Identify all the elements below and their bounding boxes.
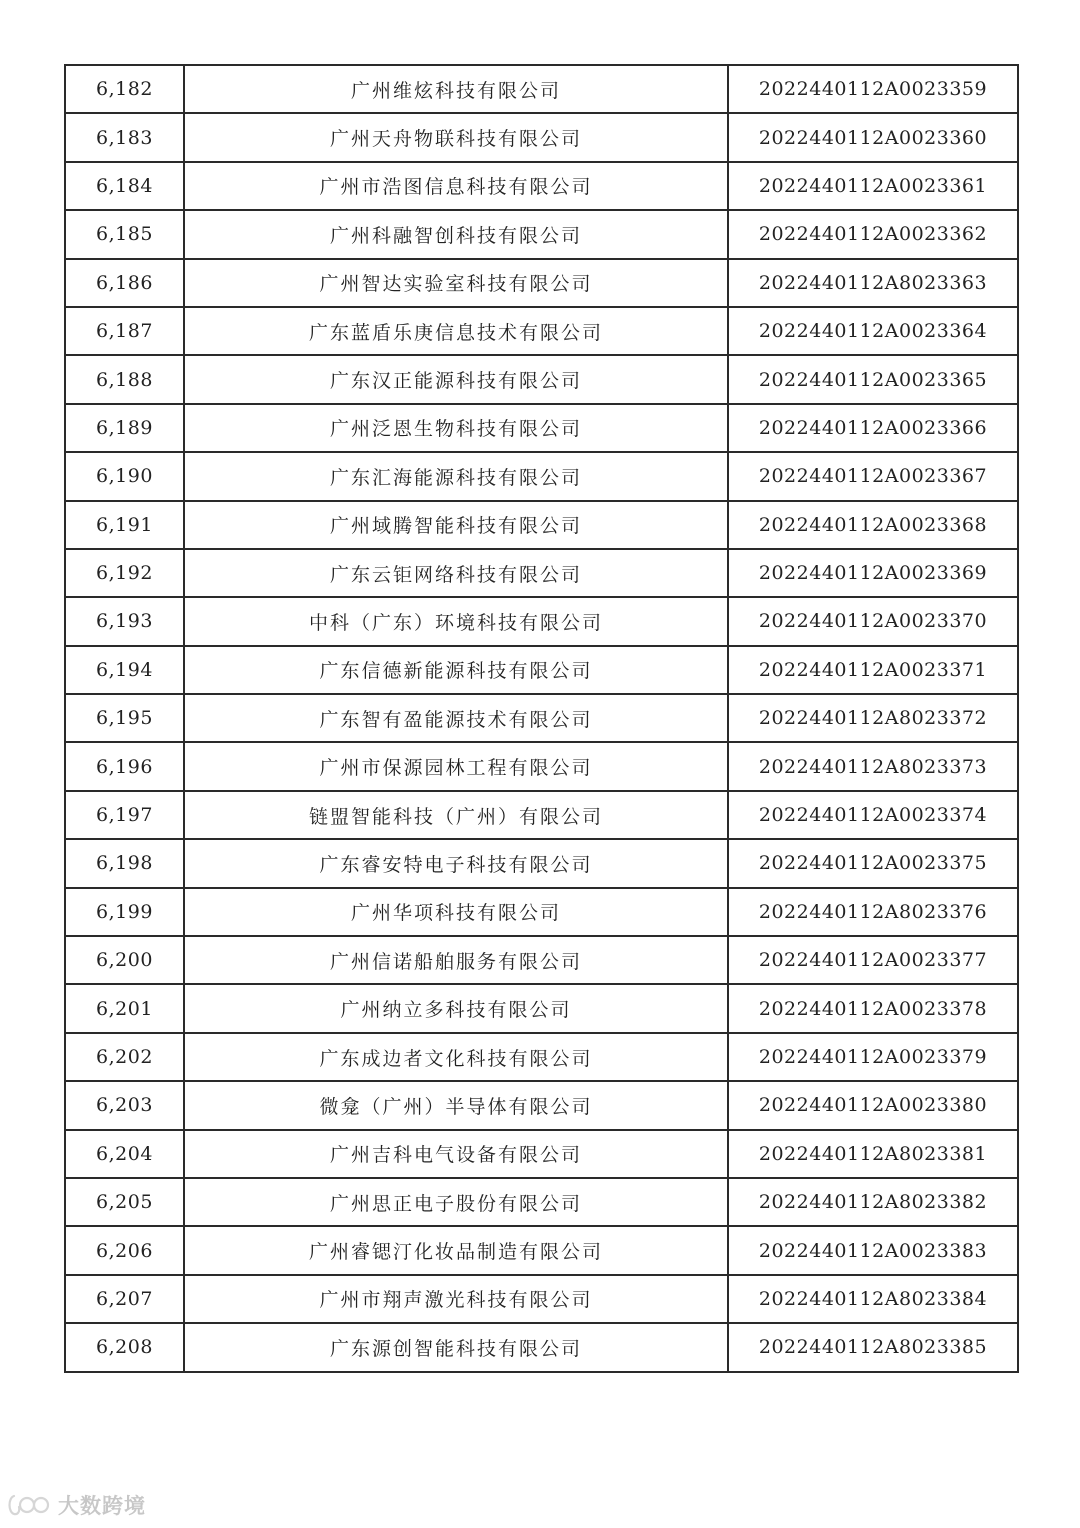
- table-row: [65, 1275, 1018, 1323]
- table-row: [65, 597, 1018, 645]
- watermark-text: 大数跨境: [58, 1494, 146, 1518]
- company-name-cell: 广州思正电子股份有限公司: [184, 1178, 728, 1226]
- row-number-cell: 6,198: [65, 839, 184, 887]
- registration-code-cell: 2022440112A0023374: [728, 791, 1018, 839]
- table-row: [65, 452, 1018, 500]
- company-name-cell: 广东信德新能源科技有限公司: [184, 646, 728, 694]
- table-row: [65, 162, 1018, 210]
- registration-code-cell: 2022440112A0023361: [728, 162, 1018, 210]
- company-name-cell: 广州泛恩生物科技有限公司: [184, 404, 728, 452]
- company-name-cell: 广州域腾智能科技有限公司: [184, 501, 728, 549]
- registration-code-cell: 2022440112A8023373: [728, 742, 1018, 790]
- company-name-cell: 广州睿锶汀化妆品制造有限公司: [184, 1226, 728, 1274]
- company-name-cell: 广州天舟物联科技有限公司: [184, 113, 728, 161]
- table-row: [65, 1323, 1018, 1371]
- table-body: [65, 65, 1018, 1372]
- row-number-cell: 6,184: [65, 162, 184, 210]
- registration-code-cell: 2022440112A0023383: [728, 1226, 1018, 1274]
- company-name-cell: 广州吉科电气设备有限公司: [184, 1130, 728, 1178]
- table-row: [65, 65, 1018, 113]
- registration-code-cell: 2022440112A8023372: [728, 694, 1018, 742]
- registration-code-cell: 2022440112A8023381: [728, 1130, 1018, 1178]
- table-row: [65, 1178, 1018, 1226]
- registration-code-cell: 2022440112A8023363: [728, 259, 1018, 307]
- row-number-cell: 6,208: [65, 1323, 184, 1371]
- company-name-cell: 广州科融智创科技有限公司: [184, 210, 728, 258]
- registration-code-cell: 2022440112A0023364: [728, 307, 1018, 355]
- table-row: [65, 355, 1018, 403]
- watermark: [6, 1490, 146, 1520]
- row-number-cell: 6,182: [65, 65, 184, 113]
- company-name-cell: 广东汉正能源科技有限公司: [184, 355, 728, 403]
- row-number-cell: 6,197: [65, 791, 184, 839]
- company-name-cell: 广州华项科技有限公司: [184, 888, 728, 936]
- table-row: [65, 259, 1018, 307]
- company-register-table: [64, 64, 1019, 1373]
- table-row: [65, 646, 1018, 694]
- company-name-cell: 广东睿安特电子科技有限公司: [184, 839, 728, 887]
- row-number-cell: 6,190: [65, 452, 184, 500]
- registration-code-cell: 2022440112A0023370: [728, 597, 1018, 645]
- registration-code-cell: 2022440112A8023376: [728, 888, 1018, 936]
- row-number-cell: 6,203: [65, 1081, 184, 1129]
- brand-logo-icon: [6, 1492, 52, 1518]
- table-row: [65, 307, 1018, 355]
- registration-code-cell: 2022440112A0023369: [728, 549, 1018, 597]
- company-name-cell: 广州纳立多科技有限公司: [184, 984, 728, 1032]
- company-name-cell: 广州市翔声激光科技有限公司: [184, 1275, 728, 1323]
- company-name-cell: 广东智有盈能源技术有限公司: [184, 694, 728, 742]
- company-name-cell: 链盟智能科技（广州）有限公司: [184, 791, 728, 839]
- row-number-cell: 6,200: [65, 936, 184, 984]
- registration-code-cell: 2022440112A8023384: [728, 1275, 1018, 1323]
- registration-code-cell: 2022440112A0023379: [728, 1033, 1018, 1081]
- table-row: [65, 1226, 1018, 1274]
- table-row: [65, 791, 1018, 839]
- registration-code-cell: 2022440112A8023385: [728, 1323, 1018, 1371]
- registration-code-cell: 2022440112A0023371: [728, 646, 1018, 694]
- row-number-cell: 6,188: [65, 355, 184, 403]
- company-name-cell: 广东云钜网络科技有限公司: [184, 549, 728, 597]
- company-name-cell: 微龛（广州）半导体有限公司: [184, 1081, 728, 1129]
- table-row: [65, 936, 1018, 984]
- registration-code-cell: 2022440112A0023366: [728, 404, 1018, 452]
- table-row: [65, 1081, 1018, 1129]
- registration-code-cell: 2022440112A0023375: [728, 839, 1018, 887]
- row-number-cell: 6,186: [65, 259, 184, 307]
- company-name-cell: 中科（广东）环境科技有限公司: [184, 597, 728, 645]
- table-row: [65, 742, 1018, 790]
- row-number-cell: 6,201: [65, 984, 184, 1032]
- company-name-cell: 广州信诺船舶服务有限公司: [184, 936, 728, 984]
- table-row: [65, 549, 1018, 597]
- row-number-cell: 6,206: [65, 1226, 184, 1274]
- table-row: [65, 888, 1018, 936]
- table-row: [65, 1033, 1018, 1081]
- company-name-cell: 广州市浩图信息科技有限公司: [184, 162, 728, 210]
- row-number-cell: 6,196: [65, 742, 184, 790]
- registration-code-cell: 2022440112A0023377: [728, 936, 1018, 984]
- company-name-cell: 广东蓝盾乐庚信息技术有限公司: [184, 307, 728, 355]
- row-number-cell: 6,185: [65, 210, 184, 258]
- registration-code-cell: 2022440112A0023362: [728, 210, 1018, 258]
- company-name-cell: 广州智达实验室科技有限公司: [184, 259, 728, 307]
- table-row: [65, 113, 1018, 161]
- row-number-cell: 6,191: [65, 501, 184, 549]
- row-number-cell: 6,194: [65, 646, 184, 694]
- registration-code-cell: 2022440112A0023360: [728, 113, 1018, 161]
- registration-code-cell: 2022440112A0023380: [728, 1081, 1018, 1129]
- company-name-cell: 广东成边者文化科技有限公司: [184, 1033, 728, 1081]
- registration-code-cell: 2022440112A8023382: [728, 1178, 1018, 1226]
- table-row: [65, 210, 1018, 258]
- row-number-cell: 6,204: [65, 1130, 184, 1178]
- registration-code-cell: 2022440112A0023367: [728, 452, 1018, 500]
- registration-code-cell: 2022440112A0023368: [728, 501, 1018, 549]
- row-number-cell: 6,193: [65, 597, 184, 645]
- table-row: [65, 839, 1018, 887]
- table-row: [65, 1130, 1018, 1178]
- row-number-cell: 6,183: [65, 113, 184, 161]
- registration-code-cell: 2022440112A0023365: [728, 355, 1018, 403]
- row-number-cell: 6,207: [65, 1275, 184, 1323]
- registration-code-cell: 2022440112A0023359: [728, 65, 1018, 113]
- row-number-cell: 6,189: [65, 404, 184, 452]
- table-row: [65, 501, 1018, 549]
- table-row: [65, 404, 1018, 452]
- row-number-cell: 6,202: [65, 1033, 184, 1081]
- row-number-cell: 6,195: [65, 694, 184, 742]
- table-row: [65, 984, 1018, 1032]
- table-row: [65, 694, 1018, 742]
- row-number-cell: 6,205: [65, 1178, 184, 1226]
- company-name-cell: 广州维炫科技有限公司: [184, 65, 728, 113]
- registration-code-cell: 2022440112A0023378: [728, 984, 1018, 1032]
- company-name-cell: 广东汇海能源科技有限公司: [184, 452, 728, 500]
- company-name-cell: 广州市保源园林工程有限公司: [184, 742, 728, 790]
- company-name-cell: 广东源创智能科技有限公司: [184, 1323, 728, 1371]
- row-number-cell: 6,192: [65, 549, 184, 597]
- row-number-cell: 6,199: [65, 888, 184, 936]
- row-number-cell: 6,187: [65, 307, 184, 355]
